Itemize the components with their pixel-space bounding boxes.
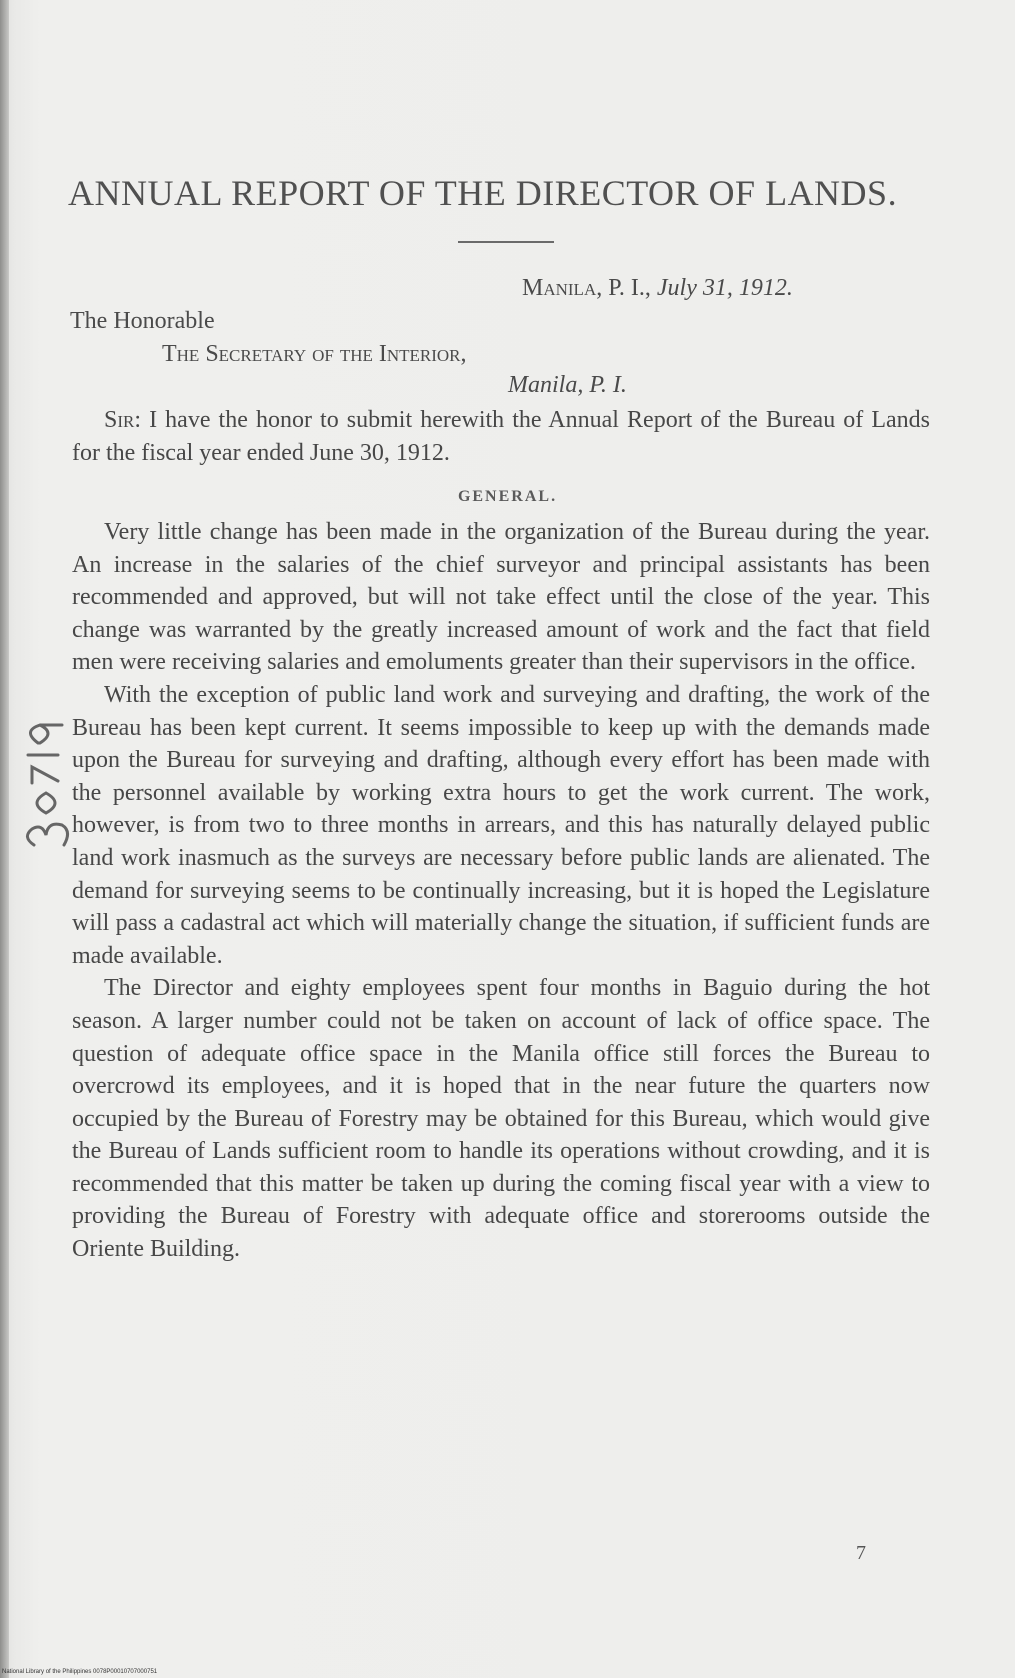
intro-paragraph xyxy=(72,404,930,469)
paragraph-1: Very little change has been made in the organization of the Bureau during the year. An increase in the salaries of the chief surveyor and principal assistants has been recommended and approved, but will not take effect until the close of the year. This change was warranted by the greatly increased amount of work and the fact that field men were receiving salaries and emoluments greater than their supervisors in the office. xyxy=(72,519,930,676)
scan-footer: National Library of the Philippines 0078P00010707000751 xyxy=(2,1669,158,1675)
report-title: ANNUAL REPORT OF THE DIRECTOR OF LANDS. xyxy=(68,173,898,213)
page-spine-edge xyxy=(0,0,9,1678)
intro-text: : I have the honor to submit herewith the Annual Report of the Bureau of Lands for the fiscal year ended June 30, 1912. xyxy=(72,407,930,466)
section-heading: GENERAL. xyxy=(457,488,558,505)
dateline-place: Manila, P. I., xyxy=(522,275,651,301)
dateline xyxy=(522,275,793,302)
body-paragraphs xyxy=(72,516,930,1266)
address-line-2: The Secretary of the Interior, xyxy=(162,341,467,367)
address-line-1: The Honorable xyxy=(70,308,215,334)
paragraph-3: The Director and eighty employees spent four months in Baguio during the hot season. A larger number could not be taken on account of lack of office space. The question of adequate office space in the Manila office still forces the Bureau to overcrowd its employees, and it is hoped that in the near future the quarters now occupied by the Bureau of Forestry may be obtained for this Bureau, which would give the Bureau of Lands sufficient room to handle its operations without crowding, and it is recommended that this matter be taken up during the coming fiscal year with a view to providing the Bureau of Forestry with adequate office and storerooms outside the Oriente Building. xyxy=(72,975,930,1263)
page-number: 7 xyxy=(856,1542,866,1564)
title-rule xyxy=(458,241,554,243)
handwritten-annotation xyxy=(12,675,72,875)
address-line-3: Manila, P. I. xyxy=(508,372,627,398)
paragraph-2: With the exception of public land work and surveying and drafting, the work of the Bureau has been kept current. It seems impossible to keep up with the demands made upon the Bureau for surveying and drafting, although every effort has been made with the personnel available by working extra hours to get the work current. The work, however, is from two to three months in arrears, and this has naturally delayed public land work inasmuch as the surveys are necessary before public lands are alienated. The demand for surveying seems to be continually increasing, but it is hoped the Legislature will pass a cadastral act which will materially change the situation, if sufficient funds are made available. xyxy=(72,681,930,969)
salutation: Sir xyxy=(104,407,135,433)
dateline-date: July 31, 1912. xyxy=(656,275,793,301)
